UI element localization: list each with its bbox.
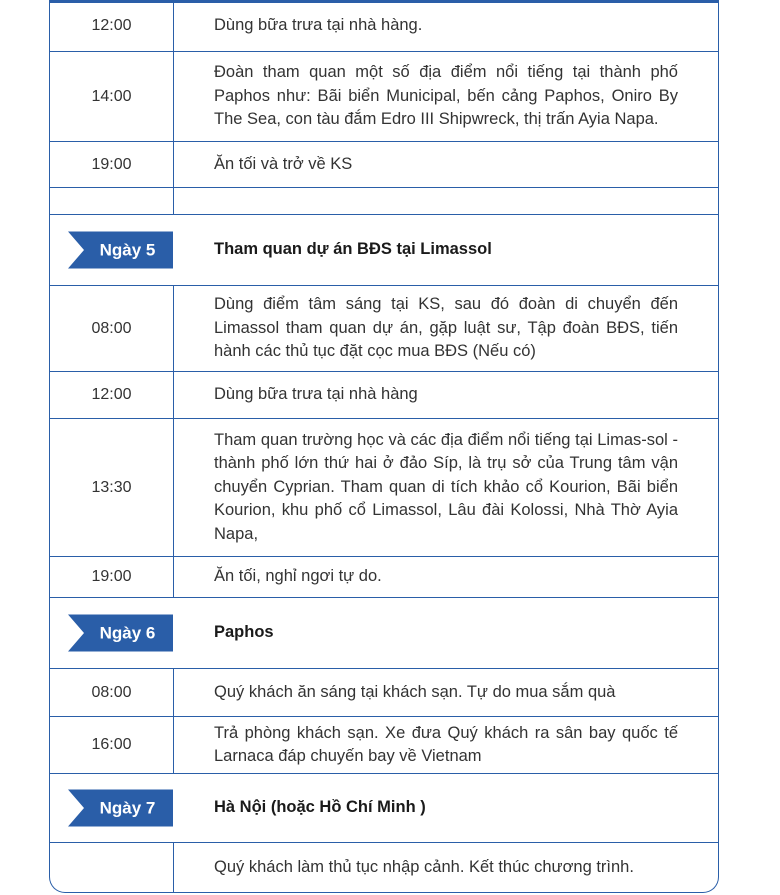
time-cell: 13:30 bbox=[50, 419, 174, 556]
day-title: Hà Nội (hoặc Hồ Chí Minh ) bbox=[214, 798, 426, 817]
activity-text: Ăn tối, nghỉ ngơi tự do. bbox=[214, 567, 382, 586]
activity-cell bbox=[214, 52, 678, 141]
time-cell: 08:00 bbox=[50, 286, 174, 371]
time-cell: 12:00 bbox=[50, 0, 174, 51]
activity-text: Dùng điểm tâm sáng tại KS, sau đó đoàn di chuyển đến Limassol tham quan dự án, gặp luật sư, Tập đoàn BĐS, tiến hành các thủ tục đặt cọc mua BĐS (Nếu có) bbox=[214, 295, 678, 361]
activity-cell bbox=[214, 843, 678, 893]
itinerary-row bbox=[50, 286, 718, 372]
itinerary-row bbox=[50, 717, 718, 774]
activity-cell bbox=[214, 419, 678, 556]
activity-text: Tham quan trường học và các địa điểm nổi tiếng tại Limas-sol - thành phố lớn thứ hai ở đảo Síp, là trụ sở của Trung tâm vận chuyển Cyprian. Tham quan di tích khảo cổ Kourion, Bãi biển Kourion, khu phố cổ Limassol, Lâu đài Kolossi, Nhà Thờ Ayia Napa, bbox=[214, 430, 678, 543]
activity-cell bbox=[214, 717, 678, 773]
activity-text: Trả phòng khách sạn. Xe đưa Quý khách ra sân bay quốc tế Larnaca đáp chuyến bay về Vietnam bbox=[214, 723, 678, 765]
activity-text: Dùng bữa trưa tại nhà hàng. bbox=[214, 15, 423, 34]
day-badge bbox=[68, 615, 173, 652]
activity-cell bbox=[214, 286, 678, 371]
time-cell bbox=[50, 843, 174, 893]
activity-cell bbox=[214, 0, 678, 51]
activity-text: Ăn tối và trở về KS bbox=[214, 154, 353, 173]
day-title: Tham quan dự án BĐS tại Limassol bbox=[214, 240, 492, 259]
activity-cell bbox=[214, 188, 678, 214]
activity-text: Dùng bữa trưa tại nhà hàng bbox=[214, 385, 418, 404]
itinerary-row bbox=[50, 0, 718, 52]
activity-cell bbox=[214, 372, 678, 418]
day-title: Paphos bbox=[214, 623, 274, 642]
itinerary-row bbox=[50, 142, 718, 188]
time-cell: 08:00 bbox=[50, 669, 174, 716]
activity-cell bbox=[214, 557, 678, 597]
day-label: Ngày 5 bbox=[99, 240, 156, 259]
day-badge bbox=[68, 232, 173, 269]
time-cell: 12:00 bbox=[50, 372, 174, 418]
day-header-row bbox=[50, 598, 718, 669]
time-cell: 14:00 bbox=[50, 52, 174, 141]
day-header-row bbox=[50, 215, 718, 286]
itinerary-row-empty bbox=[50, 188, 718, 215]
day-title-cell bbox=[214, 774, 678, 842]
activity-text: Đoàn tham quan một số địa điểm nổi tiếng tại thành phố Paphos như: Bãi biển Municipal, bến cảng Paphos, Oniro By The Sea, con tàu đắm Edro III Shipwreck, thị trấn Ayia Napa. bbox=[214, 63, 678, 129]
activity-cell bbox=[214, 669, 678, 716]
itinerary-row bbox=[50, 557, 718, 598]
time-cell: 19:00 bbox=[50, 142, 174, 187]
activity-cell bbox=[214, 142, 678, 187]
day-title-cell bbox=[214, 215, 678, 285]
activity-text: Quý khách làm thủ tục nhập cảnh. Kết thúc chương trình. bbox=[214, 858, 634, 877]
itinerary-row bbox=[50, 843, 718, 893]
day-label: Ngày 7 bbox=[99, 798, 156, 817]
time-cell bbox=[50, 188, 174, 214]
day-badge bbox=[68, 790, 173, 827]
itinerary-row bbox=[50, 419, 718, 557]
itinerary-row bbox=[50, 372, 718, 419]
itinerary-table bbox=[49, 0, 719, 893]
time-cell: 19:00 bbox=[50, 557, 174, 597]
day-label: Ngày 6 bbox=[99, 623, 156, 642]
itinerary-row bbox=[50, 669, 718, 717]
activity-text: Quý khách ăn sáng tại khách sạn. Tự do mua sắm quà bbox=[214, 682, 616, 701]
time-cell: 16:00 bbox=[50, 717, 174, 773]
itinerary-row bbox=[50, 52, 718, 142]
day-title-cell bbox=[214, 598, 678, 668]
day-header-row bbox=[50, 774, 718, 843]
